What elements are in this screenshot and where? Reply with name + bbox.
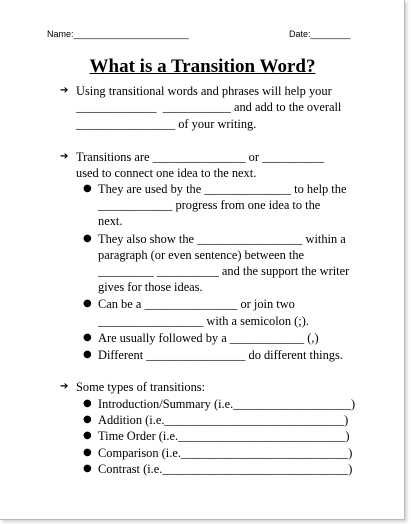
section3-intro: Some types of transitions: — [76, 380, 206, 394]
date-blank: ________ — [310, 29, 351, 39]
worksheet-title: What is a Transition Word? — [89, 56, 316, 77]
transition-type-item: Contrast (i.e.______________________________) — [98, 462, 353, 476]
section2-intro-2: used to connect one idea to the next. — [76, 166, 257, 180]
name-label: Name: — [47, 29, 74, 39]
bullet-dot-icon: ● — [83, 463, 92, 474]
arrow-bullet-icon: ➔ — [60, 85, 69, 96]
bullet1-line-2: ____________ progress from one idea to the — [98, 198, 321, 212]
bullet1-line-1: They are used by the ______________ to help the — [98, 182, 347, 196]
bullet-dot-icon: ● — [83, 349, 92, 360]
date-label: Date: — [289, 29, 311, 39]
bullet3-line-1: Can be a _______________ or join two — [98, 297, 295, 311]
transition-type-item: Introduction/Summary (i.e.___________________) — [98, 397, 356, 411]
bullet2-line-2: paragraph (or even sentence) between the — [98, 248, 305, 262]
arrow-bullet-icon: ➔ — [60, 151, 69, 162]
section1-line-2: _____________ ___________ and add to the overall — [76, 100, 342, 114]
section1-line-1: Using transitional words and phrases will help your — [76, 84, 332, 98]
bullet-dot-icon: ● — [83, 298, 92, 309]
transition-type-item: Time Order (i.e.___________________________) — [98, 429, 350, 443]
bullet2-line-4: gives for those ideas. — [98, 280, 203, 294]
transition-type-item: Comparison (i.e.___________________________) — [98, 446, 353, 460]
bullet5-line-1: Different ________________ do different things. — [98, 348, 343, 362]
date-field — [289, 29, 351, 39]
section1-line-3: ________________ of your writing. — [76, 117, 257, 131]
bullet1-line-3: next. — [98, 214, 123, 228]
section2-intro-1: Transitions are _______________ or __________ — [76, 150, 325, 164]
bullet2-line-1: They also show the _________________ within a — [98, 232, 346, 246]
arrow-bullet-icon: ➔ — [60, 381, 69, 392]
bullet3-line-2: _________________ with a semicolon (;). — [98, 314, 309, 328]
bullet-dot-icon: ● — [83, 233, 92, 244]
transition-type-item: Addition (i.e._____________________________) — [98, 413, 349, 427]
bullet-dot-icon: ● — [83, 183, 92, 194]
bullet-dot-icon: ● — [83, 414, 92, 425]
bullet-dot-icon: ● — [83, 430, 92, 441]
bullet-dot-icon: ● — [83, 447, 92, 458]
bullet2-line-3: _________ __________ and the support the writer — [98, 264, 350, 278]
name-field — [47, 29, 189, 39]
bullet-dot-icon: ● — [83, 398, 92, 409]
bullet4-line-1: Are usually followed by a ____________ (,) — [98, 331, 319, 345]
name-blank: _______________________ — [73, 29, 189, 39]
bullet-dot-icon: ● — [83, 332, 92, 343]
